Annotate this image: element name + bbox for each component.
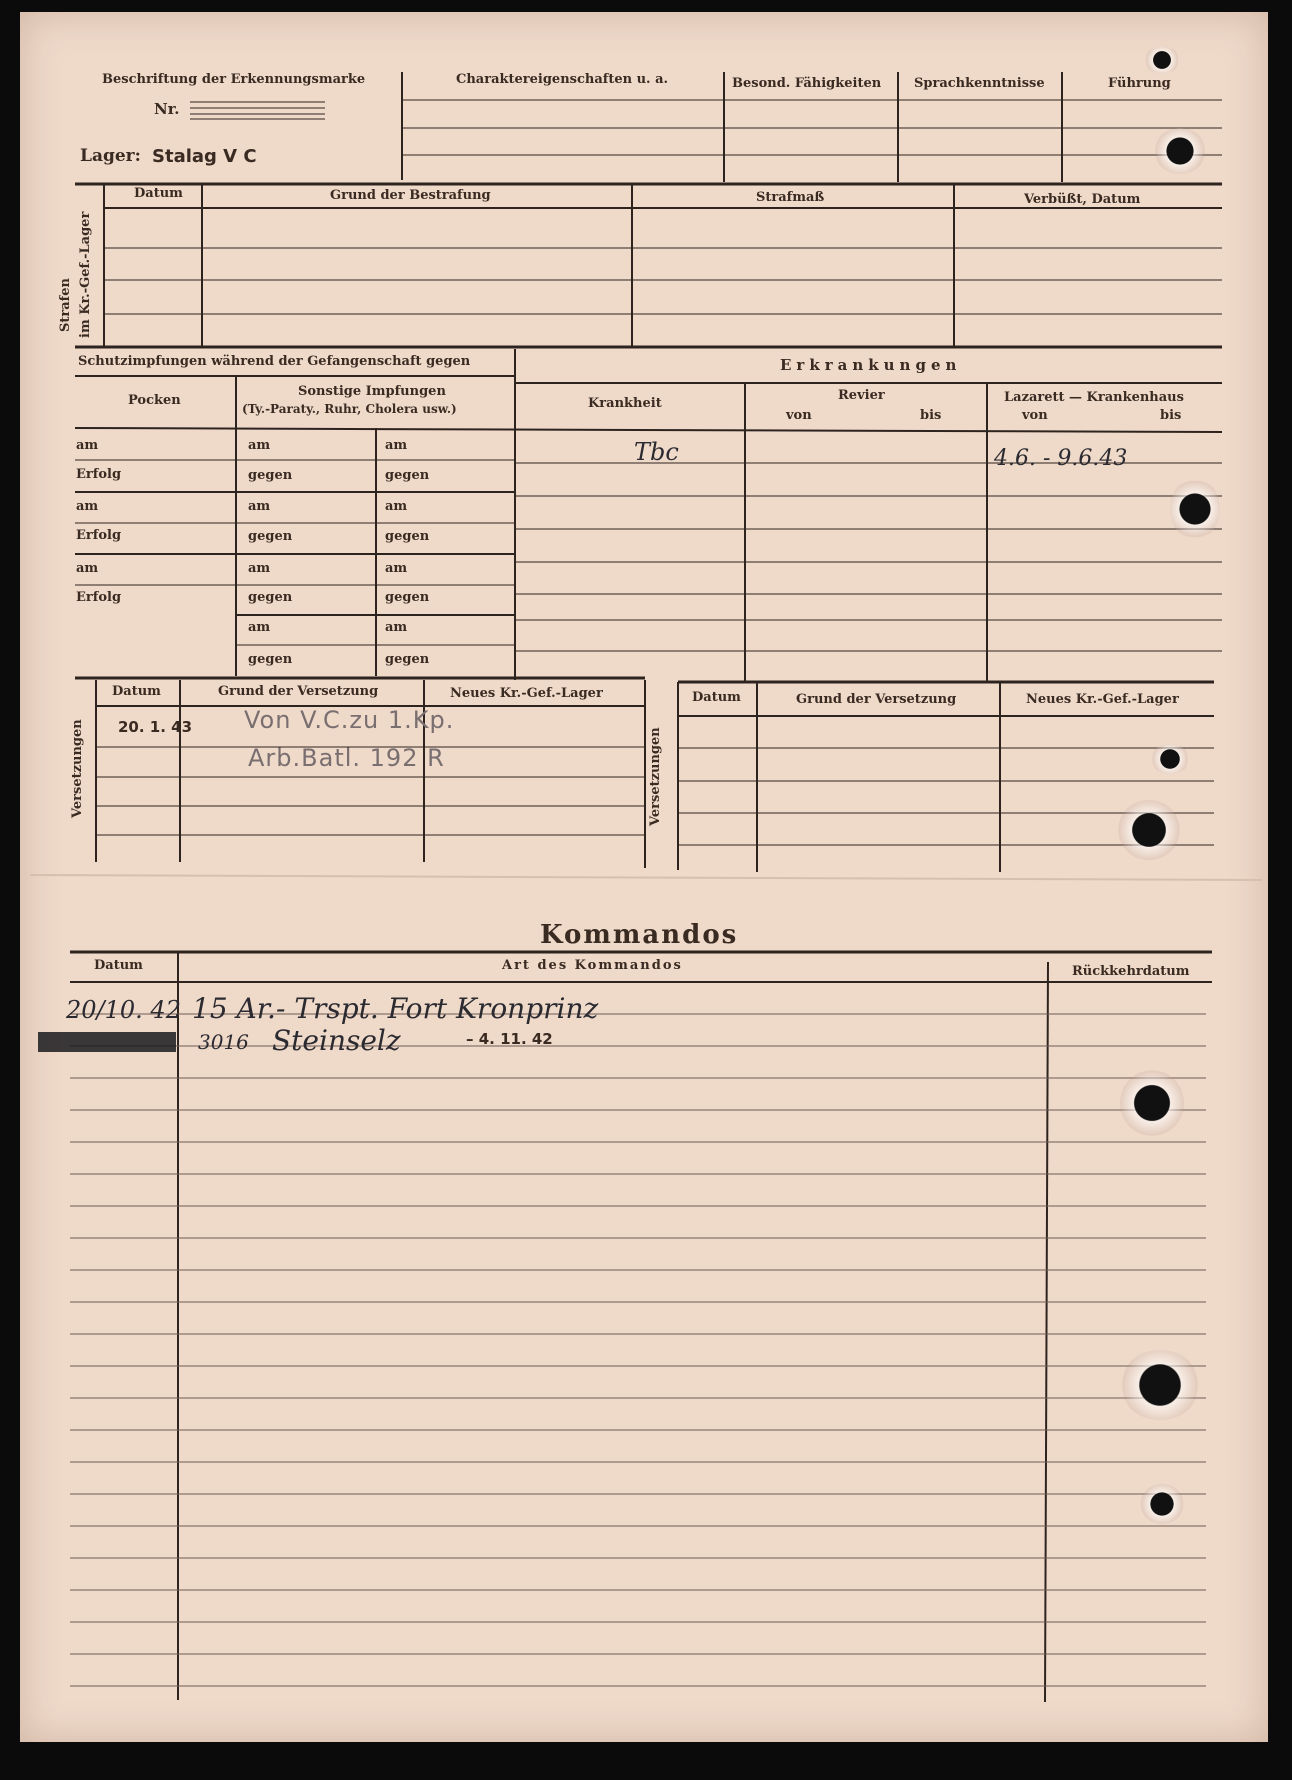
krankheit-header: Krankheit (588, 396, 662, 411)
redacted-date (38, 1032, 176, 1052)
pocken-header: Pocken (128, 393, 181, 408)
sprachkenntnisse-header: Sprachkenntnisse (914, 76, 1045, 91)
versetzungen-lager-header-right: Neues Kr.-Gef.-Lager (1026, 692, 1179, 707)
versetzungen-side-label: Versetzungen (70, 719, 85, 818)
versetzungen-grund-header: Grund der Versetzung (218, 684, 379, 699)
sonstige-row-label-2: gegen (385, 652, 430, 667)
charakter-header: Charaktereigenschaften u. a. (456, 72, 669, 87)
kommandos-art-header: Art des Kommandos (502, 958, 683, 973)
sonstige-row-label-2: am (385, 438, 408, 453)
versetzungen-side-label-right: Versetzungen (648, 727, 663, 826)
strafmass-header: Strafmaß (756, 190, 825, 205)
erkennungsmarke-label: Beschriftung der Erkennungsmarke (102, 72, 366, 87)
krankheit-entry: Tbc (634, 438, 679, 466)
kommando-entry-date: 20/10. 42 (66, 996, 181, 1024)
sonstige-row-label: gegen (248, 652, 293, 667)
nr-label: Nr. (154, 100, 180, 118)
sonstige-row-label: gegen (248, 529, 293, 544)
versetzung-stamp-line-1: Von V.C.zu 1.Kp. (244, 706, 455, 734)
revier-bis: bis (920, 408, 942, 423)
lazarett-header: Lazarett — Krankenhaus (1004, 390, 1184, 405)
sonstige-row-label: am (248, 561, 271, 576)
lager-value: Stalag V C (152, 146, 257, 167)
pocken-row-label: am (76, 438, 99, 453)
versetzungen-datum-header: Datum (112, 684, 161, 699)
punch-hole (1140, 1484, 1184, 1524)
kommandos-title: Kommandos (540, 920, 739, 950)
sonstige-row-label: am (248, 620, 271, 635)
erkrankungen-title: Erkrankungen (780, 356, 962, 374)
sonstige-row-label: am (248, 438, 271, 453)
punch-hole (1150, 744, 1190, 774)
strafen-side-label: Strafen (58, 278, 73, 332)
punch-hole (1144, 46, 1180, 74)
pocken-row-label: am (76, 561, 99, 576)
pocken-row-label: Erfolg (76, 528, 122, 543)
sonstige-subheader: (Ty.-Paraty., Ruhr, Cholera usw.) (242, 402, 457, 416)
pocken-row-label: Erfolg (76, 590, 122, 605)
strafen-datum-header: Datum (134, 186, 183, 201)
kommando-entry-number: 3016 (198, 1030, 249, 1054)
strafen-grund-header: Grund der Bestrafung (330, 188, 491, 203)
versetzungen-grund-header-right: Grund der Versetzung (796, 692, 957, 707)
punch-hole (1154, 128, 1206, 174)
kommandos-rueckkehr-header: Rückkehrdatum (1072, 964, 1190, 979)
verbuesst-header: Verbüßt, Datum (1024, 192, 1141, 207)
lazarett-entry: 4.6. - 9.6.43 (994, 446, 1128, 471)
versetzung-entry-date: 20. 1. 43 (118, 718, 193, 736)
sonstige-row-label-2: am (385, 561, 408, 576)
pocken-row-label: am (76, 499, 99, 514)
sonstige-row-label-2: am (385, 620, 408, 635)
sonstige-header: Sonstige Impfungen (298, 384, 446, 399)
versetzungen-lager-header: Neues Kr.-Gef.-Lager (450, 686, 603, 701)
revier-header: Revier (838, 388, 885, 403)
sonstige-row-label-2: gegen (385, 590, 430, 605)
punch-hole (1170, 478, 1220, 540)
punch-hole (1120, 1350, 1200, 1420)
pocken-row-label: Erfolg (76, 467, 122, 482)
lazarett-bis: bis (1160, 408, 1182, 423)
punch-hole (1120, 1070, 1184, 1136)
sonstige-row-label: am (248, 499, 271, 514)
impfungen-title: Schutzimpfungen während der Gefangenschaft gegen (78, 354, 471, 369)
lager-label: Lager: (80, 146, 141, 166)
kommando-entry-line-1: 15 Ar.- Trspt. Fort Kronprinz (192, 992, 599, 1025)
kommando-entry-place: Steinselz (272, 1024, 401, 1057)
sonstige-row-label-2: am (385, 499, 408, 514)
punch-hole (1118, 800, 1180, 860)
sonstige-row-label-2: gegen (385, 468, 430, 483)
fuehrung-header: Führung (1108, 76, 1171, 91)
revier-von: von (786, 408, 812, 423)
sonstige-row-label: gegen (248, 468, 293, 483)
sonstige-row-label: gegen (248, 590, 293, 605)
kommandos-datum-header: Datum (94, 958, 143, 973)
faehigkeiten-header: Besond. Fähigkeiten (732, 76, 882, 91)
versetzungen-datum-header-right: Datum (692, 690, 741, 705)
lazarett-von: von (1022, 408, 1048, 423)
kommando-entry-return-stamp: – 4. 11. 42 (466, 1030, 553, 1048)
versetzung-stamp-line-2: Arb.Batl. 192 R (248, 744, 445, 772)
strafen-side-label-2: im Kr.-Gef.-Lager (78, 211, 93, 338)
sonstige-row-label-2: gegen (385, 529, 430, 544)
